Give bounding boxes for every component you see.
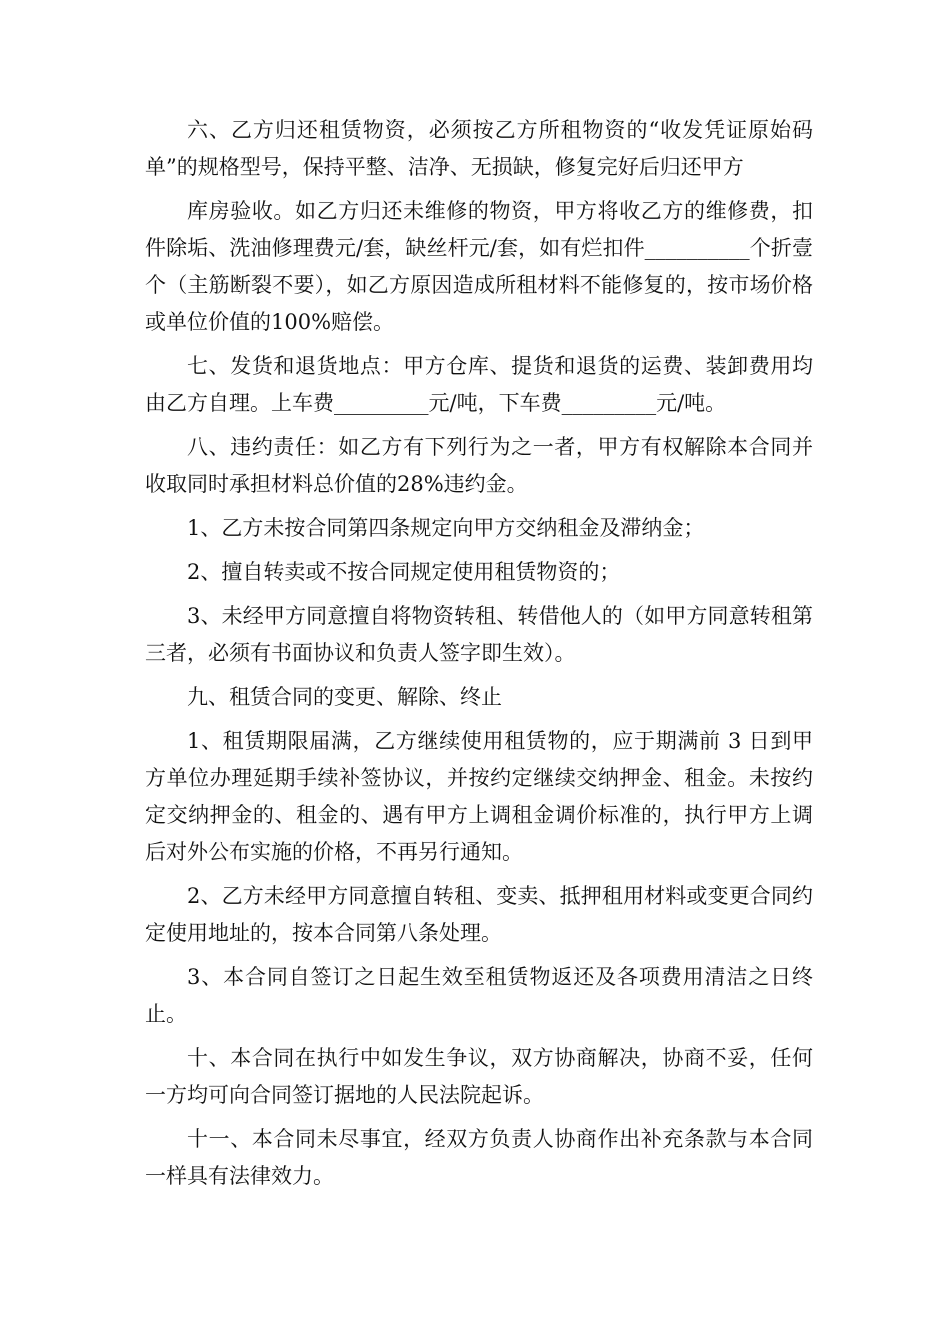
clause-8-item-2: 2、擅自转卖或不按合同规定使用租赁物资的； (187, 560, 621, 584)
clause-9-item-1: 1、租赁期限届满，乙方继续使用租赁物的，应于期满前 3 日到甲方单位办理延期手续补签协议，并按约定继续交纳押金、租金。未按约定交纳押金的、租金的、遇有甲方上调租金调价标准的，执行甲方上调后对外公布实施的价格，不再另行通知。 (145, 729, 813, 864)
clause-8-item-3: 3、未经甲方同意擅自将物资转租、转借他人的（如甲方同意转租第三者，必须有书面协议和负责人签字即生效）。 (145, 604, 813, 665)
clause-9-heading: 九、租赁合同的变更、解除、终止 (187, 685, 502, 709)
clause-8-item-1: 1、乙方未按合同第四条规定向甲方交纳租金及滞纳金； (187, 516, 705, 540)
clause-6-inspection-repair: 库房验收。如乙方归还未维修的物资，甲方将收乙方的维修费，扣件除垢、洗油修理费元/套，缺丝杆元/套，如有烂扣件__________个折壹个（主筋断裂不要），如乙方原因造成所租材料不能修复的，按市场价格或单位价值的100%赔偿。 (145, 199, 813, 334)
document-body (145, 112, 813, 1202)
clause-9-item-3: 3、本合同自签订之日起生效至租赁物返还及各项费用清洁之日终止。 (145, 965, 813, 1026)
clause-10-disputes: 十、本合同在执行中如发生争议，双方协商解决，协商不妥，任何一方均可向合同签订据地的人民法院起诉。 (145, 1046, 813, 1107)
clause-7-delivery-location: 七、发货和退货地点：甲方仓库、提货和退货的运费、装卸费用均由乙方自理。上车费_________元/吨，下车费_________元/吨。 (145, 354, 813, 415)
clause-8-liability: 八、违约责任：如乙方有下列行为之一者，甲方有权解除本合同并收取同时承担材料总价值的28%违约金。 (145, 435, 813, 496)
clause-6-return-materials: 六、乙方归还租赁物资，必须按乙方所租物资的“收发凭证原始码单”的规格型号，保持平整、洁净、无损缺，修复完好后归还甲方 (145, 118, 813, 179)
clause-11-supplementary: 十一、本合同未尽事宜，经双方负责人协商作出补充条款与本合同一样具有法律效力。 (145, 1127, 813, 1188)
clause-9-item-2: 2、乙方未经甲方同意擅自转租、变卖、抵押租用材料或变更合同约定使用地址的，按本合同第八条处理。 (145, 884, 813, 945)
